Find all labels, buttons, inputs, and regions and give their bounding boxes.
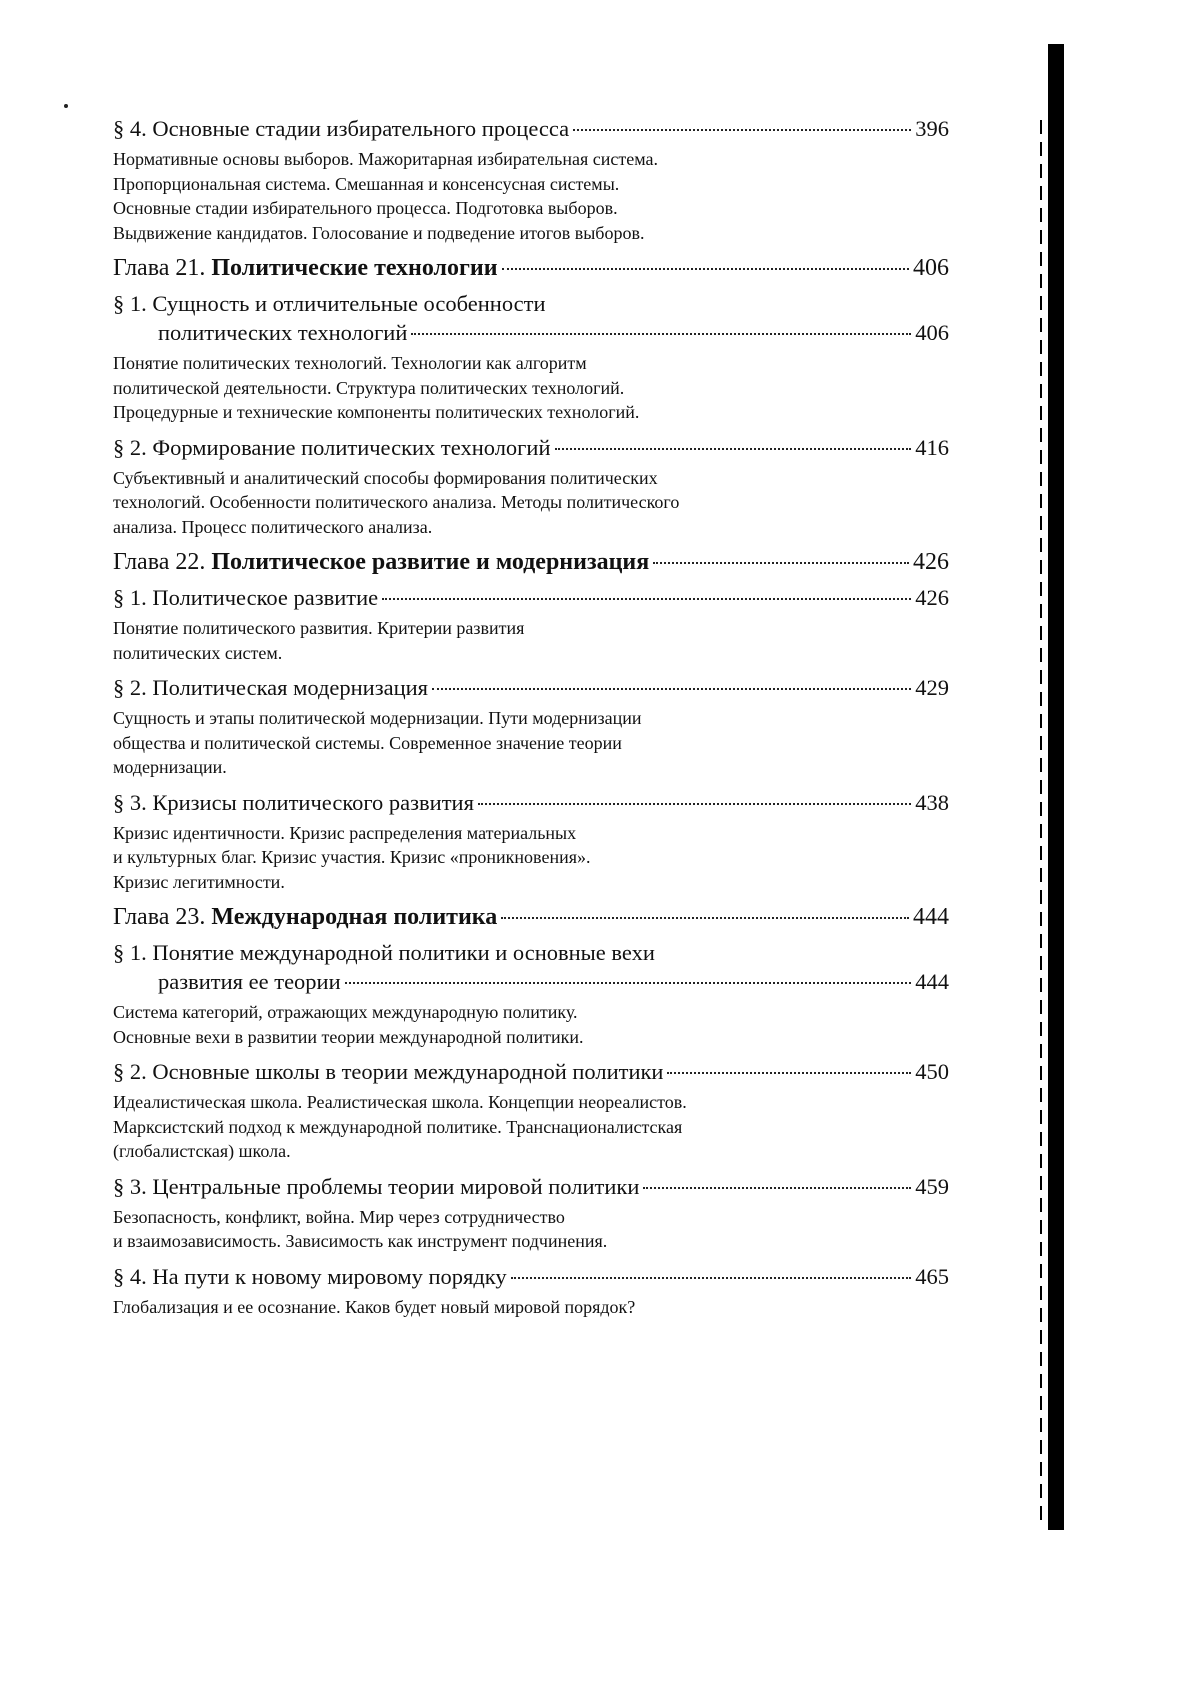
chapter-name: Политическое развитие и модернизация	[211, 549, 650, 575]
section-description: Идеалистическая школа. Реалистическая школа. Концепции неореалистов. Марксистский подход к международной политике. Транснационалистская (глобалистская) школа.	[113, 1092, 687, 1161]
section-description: Понятие политического развития. Критерии развития политических систем.	[113, 618, 525, 663]
section-entry[interactable]	[113, 114, 949, 143]
section-entry[interactable]	[113, 1057, 949, 1086]
section-title: политических технологий	[158, 320, 408, 345]
section-title-row	[113, 673, 949, 702]
dot-leader	[511, 1277, 912, 1279]
section-title-row	[113, 583, 949, 612]
dot-leader	[502, 268, 909, 270]
page-number: 416	[915, 434, 949, 460]
section-title: § 1. Политическое развитие	[113, 585, 379, 610]
section-entry[interactable]	[113, 1172, 949, 1201]
section-title-row	[113, 1262, 949, 1291]
section-description: Глобализация и ее осознание. Каков будет новый мировой порядок?	[113, 1296, 636, 1317]
page-number: 406	[913, 255, 949, 281]
section-description: Безопасность, конфликт, война. Мир через сотрудничество и взаимозависимость. Зависимость как инструмент подчинения.	[113, 1206, 608, 1251]
section-entry[interactable]	[113, 788, 949, 817]
section-description: Система категорий, отражающих международную политику. Основные вехи в развитии теории международной политики.	[113, 1002, 584, 1047]
dot-leader	[478, 803, 911, 805]
page-number: 406	[915, 320, 949, 345]
section-entry[interactable]	[113, 433, 949, 462]
section-title-row	[113, 1057, 949, 1086]
dot-leader	[653, 562, 909, 564]
dot-leader	[411, 333, 911, 335]
dot-leader	[345, 982, 912, 984]
section-entry[interactable]	[113, 1262, 949, 1291]
dot-leader	[643, 1187, 911, 1189]
page-number: 426	[913, 549, 949, 575]
page-number: 429	[915, 675, 949, 700]
dot-leader	[573, 129, 911, 131]
chapter-entry[interactable]	[113, 253, 949, 283]
section-title: § 3. Центральные проблемы теории мировой политики	[113, 1173, 640, 1199]
section-title: § 4. На пути к новому мировому порядку	[113, 1263, 507, 1289]
scan-edge-shadow	[1048, 44, 1064, 1530]
page-number: 438	[915, 789, 949, 815]
section-title-row	[113, 114, 949, 143]
chapter-title	[113, 547, 649, 577]
section-entry[interactable]	[113, 583, 949, 612]
chapter-entry[interactable]	[113, 547, 949, 577]
chapter-entry[interactable]	[113, 902, 949, 932]
section-description: Субъективный и аналитический способы формирования политических технологий. Особенности политического анализа. Методы политического анализа. Процесс политического анализа.	[113, 467, 680, 537]
section-title: § 4. Основные стадии избирательного процесса	[113, 116, 570, 141]
section-entry[interactable]	[113, 289, 949, 347]
section-title: § 2. Формирование политических технологий	[113, 434, 551, 460]
chapter-number: Глава 21.	[113, 255, 212, 281]
section-title: § 2. Основные школы в теории международной политики	[113, 1059, 664, 1084]
page-number: 396	[915, 116, 949, 141]
dot-leader	[555, 448, 912, 450]
section-title-line: § 1. Сущность и отличительные особенности	[113, 291, 546, 316]
scan-speck	[64, 104, 68, 108]
dot-leader	[382, 598, 911, 600]
section-entry[interactable]	[113, 673, 949, 702]
chapter-number: Глава 23.	[113, 904, 212, 930]
chapter-name: Политические технологии	[211, 255, 498, 281]
section-description: Нормативные основы выборов. Мажоритарная избирательная система. Пропорциональная система. Смешанная и консенсусная системы. Основные стадии избирательного процесса. Подготовка выборов. Выдвижение кандидатов. Голосование и подведение итогов выборов.	[113, 149, 658, 243]
chapter-title	[113, 902, 497, 932]
section-description: Понятие политических технологий. Технологии как алгоритм политической деятельности. Структура политических технологий. Процедурные и технические компоненты политических технологий.	[113, 353, 640, 422]
section-title: развития ее теории	[158, 969, 341, 994]
section-entry[interactable]	[113, 938, 949, 996]
page-number: 426	[915, 585, 949, 610]
chapter-name: Международная политика	[211, 904, 498, 930]
section-title: § 2. Политическая модернизация	[113, 675, 429, 700]
section-title-row	[113, 788, 949, 817]
section-description: Сущность и этапы политической модернизации. Пути модернизации общества и политической системы. Современное значение теории модернизации.	[113, 708, 642, 777]
page-number: 444	[915, 969, 949, 994]
section-title-row	[113, 318, 949, 347]
chapter-title	[113, 253, 498, 283]
scan-edge-line	[1040, 120, 1042, 1520]
dot-leader	[501, 917, 909, 919]
section-description: Кризис идентичности. Кризис распределения материальных и культурных благ. Кризис участия. Кризис «проникновения». Кризис легитимности.	[113, 822, 591, 892]
section-title-row	[113, 967, 949, 996]
section-title-line: § 1. Понятие международной политики и основные вехи	[113, 940, 655, 965]
table-of-contents	[113, 114, 949, 1327]
dot-leader	[667, 1072, 911, 1074]
page-number: 459	[915, 1173, 949, 1199]
section-title-row	[113, 433, 949, 462]
section-title-row	[113, 1172, 949, 1201]
chapter-number: Глава 22.	[113, 549, 212, 575]
page-number: 465	[915, 1263, 949, 1289]
page-number: 444	[913, 904, 949, 930]
section-title: § 3. Кризисы политического развития	[113, 789, 474, 815]
dot-leader	[432, 688, 911, 690]
page-number: 450	[915, 1059, 949, 1084]
